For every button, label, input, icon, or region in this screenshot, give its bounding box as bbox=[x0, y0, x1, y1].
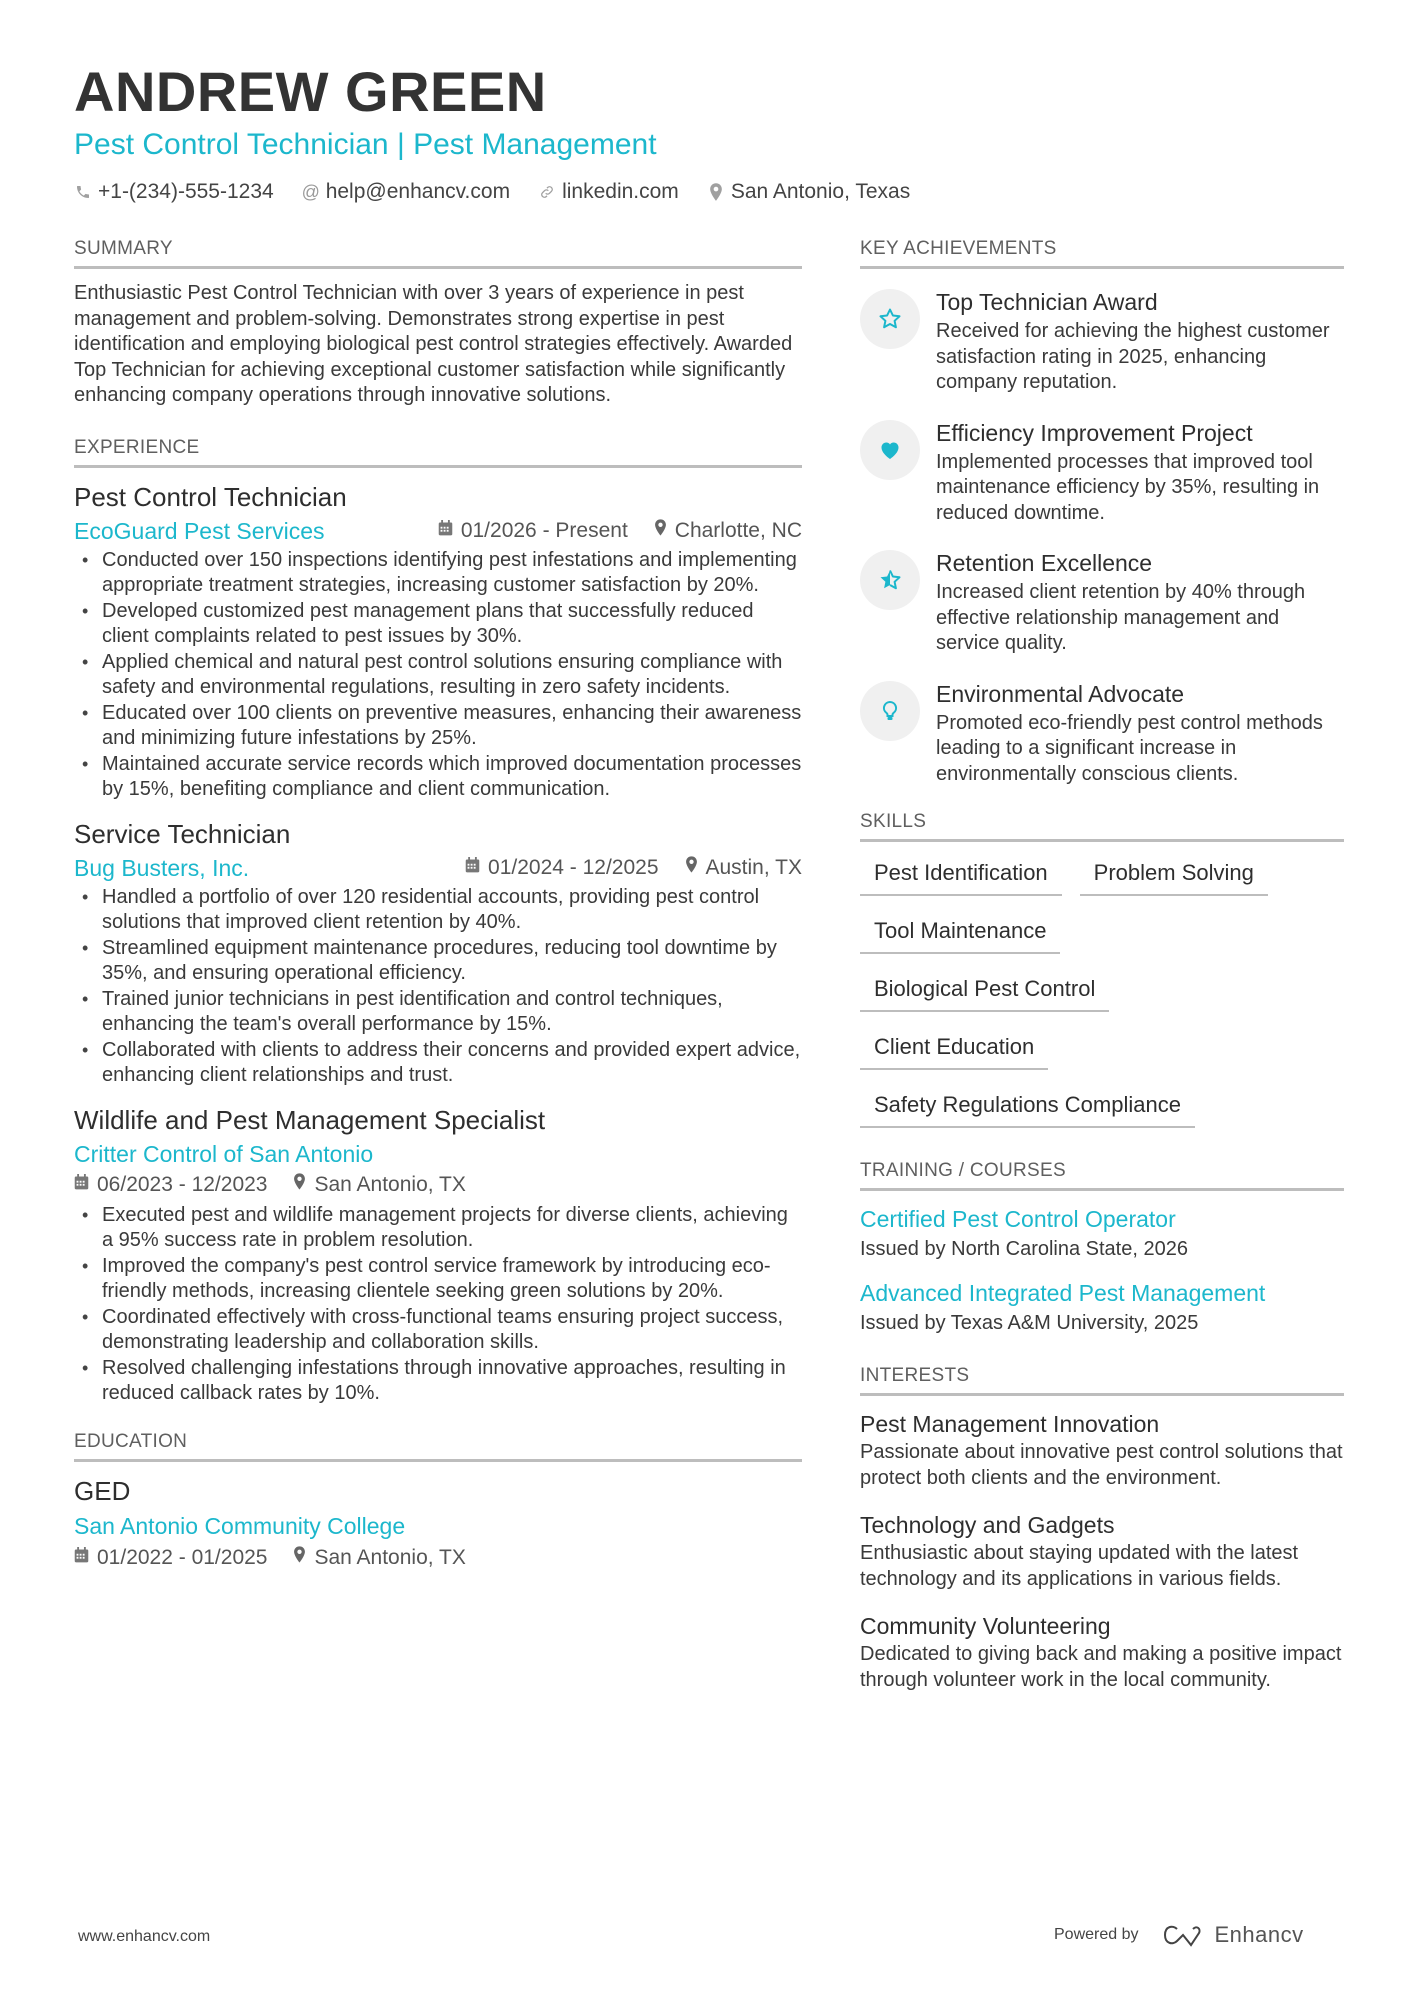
location-value: San Antonio, Texas bbox=[730, 180, 911, 203]
job-dates-value: 01/2026 - Present bbox=[460, 518, 628, 542]
achievement-desc: Received for achieving the highest customer satisfaction rating in 2025, enhancing company reputation. bbox=[936, 320, 1330, 393]
achievement-title: Retention Excellence bbox=[936, 550, 1153, 576]
job-bullets bbox=[74, 1203, 802, 1407]
education-location bbox=[293, 1542, 465, 1574]
achievement-title: Environmental Advocate bbox=[936, 680, 1185, 707]
skill-tag: Client Education bbox=[860, 1028, 1048, 1070]
job-location bbox=[685, 853, 803, 883]
education-details bbox=[74, 1542, 802, 1574]
interest-desc: Enthusiastic about staying updated with the latest technology and its applications in various fields. bbox=[860, 1542, 1299, 1590]
job-location-value: Charlotte, NC bbox=[674, 518, 802, 542]
calendar-icon bbox=[438, 516, 453, 546]
job-bullet: • Resolved challenging infestations through innovative approaches, resulting in reduced callback rates by 10%. bbox=[74, 1356, 802, 1407]
calendar-icon bbox=[74, 1542, 89, 1574]
interest-title: Community Volunteering bbox=[860, 1613, 1111, 1639]
map-pin-icon bbox=[685, 853, 698, 883]
interest-item bbox=[860, 1408, 1344, 1491]
job-bullet: • Executed pest and wildlife management projects for diverse clients, achieving a 95% success rate in problem resolution. bbox=[74, 1203, 802, 1254]
achievement-desc: Increased client retention by 40% through effective relationship management and service quality. bbox=[936, 581, 1306, 654]
job-entry bbox=[74, 817, 802, 1089]
job-bullets bbox=[74, 548, 802, 803]
section-title-education: EDUCATION bbox=[74, 1429, 802, 1462]
skills-section bbox=[860, 809, 1344, 1128]
interest-desc: Passionate about innovative pest control solutions that protect both clients and the environment. bbox=[860, 1441, 1343, 1489]
powered-by-label: Powered by bbox=[1054, 1926, 1139, 1943]
enhancv-logo[interactable] bbox=[1161, 1922, 1304, 1948]
contact-phone bbox=[74, 178, 274, 206]
contact-location bbox=[707, 178, 910, 206]
job-meta bbox=[74, 853, 802, 883]
job-location bbox=[654, 516, 802, 546]
interest-title: Pest Management Innovation bbox=[860, 1411, 1160, 1437]
skill-tag: Problem Solving bbox=[1080, 854, 1268, 896]
section-title-summary: SUMMARY bbox=[74, 236, 802, 269]
interest-desc: Dedicated to giving back and making a positive impact through volunteer work in the local community. bbox=[860, 1643, 1342, 1691]
degree-title: GED bbox=[74, 1475, 131, 1506]
company-name: EcoGuard Pest Services bbox=[74, 517, 325, 544]
resume-header bbox=[74, 60, 1344, 206]
candidate-name: ANDREW GREEN bbox=[74, 60, 547, 123]
footer-website[interactable]: www.enhancv.com bbox=[78, 1928, 211, 1945]
job-location-value: Austin, TX bbox=[705, 855, 802, 879]
star-outline-icon bbox=[860, 289, 920, 349]
section-title-training: TRAINING / COURSES bbox=[860, 1158, 1344, 1191]
skill-tag: Safety Regulations Compliance bbox=[860, 1086, 1195, 1128]
job-title: Pest Control Technician bbox=[74, 481, 347, 512]
right-column bbox=[860, 236, 1344, 1719]
school-name: San Antonio Community College bbox=[74, 1512, 406, 1539]
experience-section bbox=[74, 435, 802, 1407]
calendar-icon bbox=[465, 853, 480, 883]
at-icon: @ bbox=[301, 182, 320, 202]
skill-tag: Pest Identification bbox=[860, 854, 1062, 896]
job-bullet: • Trained junior technicians in pest identification and control techniques, enhancing the team's overall performance by 15%. bbox=[74, 987, 802, 1038]
lightbulb-icon bbox=[860, 681, 920, 741]
skills-list bbox=[860, 854, 1344, 1128]
job-dates-value: 06/2023 - 12/2023 bbox=[97, 1172, 268, 1196]
contact-linkedin[interactable] bbox=[538, 178, 679, 206]
section-title-interests: INTERESTS bbox=[860, 1363, 1344, 1396]
education-dates bbox=[74, 1542, 267, 1574]
skill-tag: Biological Pest Control bbox=[860, 970, 1109, 1012]
job-dates bbox=[74, 1169, 267, 1201]
job-details bbox=[74, 1169, 802, 1201]
course-issuer: Issued by North Carolina State, 2026 bbox=[860, 1238, 1188, 1260]
course-issuer: Issued by Texas A&M University, 2025 bbox=[860, 1312, 1199, 1334]
achievement-item bbox=[860, 287, 1344, 396]
job-bullet: • Conducted over 150 inspections identifying pest infestations and implementing appropriate treatment strategies, increasing customer satisfaction by 20%. bbox=[74, 548, 802, 599]
education-section bbox=[74, 1429, 802, 1574]
job-details bbox=[438, 516, 802, 546]
job-bullet: • Applied chemical and natural pest control solutions ensuring compliance with safety and environmental regulations, resulting in zero safety incidents. bbox=[74, 650, 802, 701]
interests-section bbox=[860, 1363, 1344, 1693]
achievement-desc: Implemented processes that improved tool maintenance efficiency by 35%, resulting in reduced downtime. bbox=[936, 450, 1320, 524]
achievements-section bbox=[860, 236, 1344, 787]
contact-email[interactable] bbox=[302, 178, 510, 206]
skill-tag: Tool Maintenance bbox=[860, 912, 1060, 954]
training-section bbox=[860, 1158, 1344, 1337]
achievement-title: Efficiency Improvement Project bbox=[936, 419, 1253, 446]
job-bullet: • Handled a portfolio of over 120 residential accounts, providing pest control solutions that improved client retention by 40%. bbox=[74, 885, 802, 936]
education-location-value: San Antonio, TX bbox=[314, 1545, 466, 1569]
linkedin-value[interactable]: linkedin.com bbox=[562, 180, 679, 203]
map-pin-icon bbox=[654, 516, 667, 546]
job-details bbox=[465, 853, 802, 883]
job-bullet: • Developed customized pest management plans that successfully reduced client complaints related to pest issues by 30%. bbox=[74, 599, 802, 650]
summary-section bbox=[74, 236, 802, 409]
job-bullet: • Educated over 100 clients on preventive measures, enhancing their awareness and minimizing future infestations by 25%. bbox=[74, 701, 802, 752]
brand-name: Enhancv bbox=[1214, 1922, 1304, 1947]
section-title-experience: EXPERIENCE bbox=[74, 435, 802, 468]
left-column bbox=[74, 236, 802, 1600]
job-bullet: • Streamlined equipment maintenance procedures, reducing tool downtime by 35%, and ensuring operational efficiency. bbox=[74, 936, 802, 987]
enhancv-logo-icon bbox=[1161, 1923, 1205, 1947]
map-pin-icon bbox=[293, 1169, 306, 1201]
job-bullet: • Collaborated with clients to address their concerns and provided expert advice, enhancing client relationships and trust. bbox=[74, 1038, 802, 1089]
footer-branding bbox=[1054, 1922, 1304, 1948]
job-dates bbox=[465, 853, 658, 883]
job-dates bbox=[438, 516, 628, 546]
job-bullet: • Maintained accurate service records which improved documentation processes by 15%, benefiting compliance and client communication. bbox=[74, 752, 802, 803]
job-entry bbox=[74, 480, 802, 803]
course-title: Certified Pest Control Operator bbox=[860, 1206, 1176, 1232]
link-icon bbox=[538, 184, 556, 200]
achievement-item bbox=[860, 679, 1344, 788]
job-title: Wildlife and Pest Management Specialist bbox=[74, 1104, 546, 1135]
job-meta bbox=[74, 516, 802, 546]
star-half-icon bbox=[860, 550, 920, 610]
interest-item bbox=[860, 1509, 1344, 1592]
summary-text: Enthusiastic Pest Control Technician with over 3 years of experience in pest management and problem-solving. Demonstrates strong expertise in pest identification and employing biological pest control strategies effectively. Awarded Top Technician for achieving exceptional customer satisfaction while significantly enhancing company operations through innovative solutions. bbox=[74, 282, 793, 406]
job-title: Service Technician bbox=[74, 818, 291, 849]
job-meta bbox=[74, 1139, 802, 1201]
phone-icon bbox=[74, 184, 92, 200]
course-item bbox=[860, 1277, 1344, 1337]
section-title-skills: SKILLS bbox=[860, 809, 1344, 842]
job-location-value: San Antonio, TX bbox=[314, 1172, 466, 1196]
contact-bar bbox=[74, 178, 1344, 206]
map-pin-icon bbox=[707, 183, 725, 201]
course-item bbox=[860, 1203, 1344, 1263]
email-value[interactable]: help@enhancv.com bbox=[325, 180, 511, 203]
job-entry bbox=[74, 1103, 802, 1407]
company-name: Bug Busters, Inc. bbox=[74, 854, 250, 881]
company-name: Critter Control of San Antonio bbox=[74, 1140, 374, 1167]
achievement-item bbox=[860, 548, 1344, 657]
calendar-icon bbox=[74, 1169, 89, 1201]
phone-value: +1-(234)-555-1234 bbox=[98, 180, 274, 203]
interest-item bbox=[860, 1610, 1344, 1693]
achievement-item bbox=[860, 418, 1344, 527]
section-title-achievements: KEY ACHIEVEMENTS bbox=[860, 236, 1344, 269]
job-bullets bbox=[74, 885, 802, 1089]
job-bullet: • Coordinated effectively with cross-functional teams ensuring project success, demonstrating leadership and collaboration skills. bbox=[74, 1305, 802, 1356]
job-dates-value: 01/2024 - 12/2025 bbox=[488, 855, 659, 879]
interest-title: Technology and Gadgets bbox=[860, 1512, 1115, 1538]
course-title: Advanced Integrated Pest Management bbox=[860, 1280, 1266, 1306]
map-pin-icon bbox=[293, 1542, 306, 1574]
achievement-title: Top Technician Award bbox=[936, 289, 1158, 315]
candidate-headline: Pest Control Technician | Pest Management bbox=[74, 128, 657, 161]
education-dates-value: 01/2022 - 01/2025 bbox=[97, 1545, 268, 1569]
job-bullet: • Improved the company's pest control service framework by introducing eco-friendly methods, increasing clientele seeking green solutions by 20%. bbox=[74, 1254, 802, 1305]
job-location bbox=[293, 1169, 465, 1201]
achievement-desc: Promoted eco-friendly pest control methods leading to a significant increase in environmentally conscious clients. bbox=[936, 711, 1323, 785]
heart-icon bbox=[860, 420, 920, 480]
